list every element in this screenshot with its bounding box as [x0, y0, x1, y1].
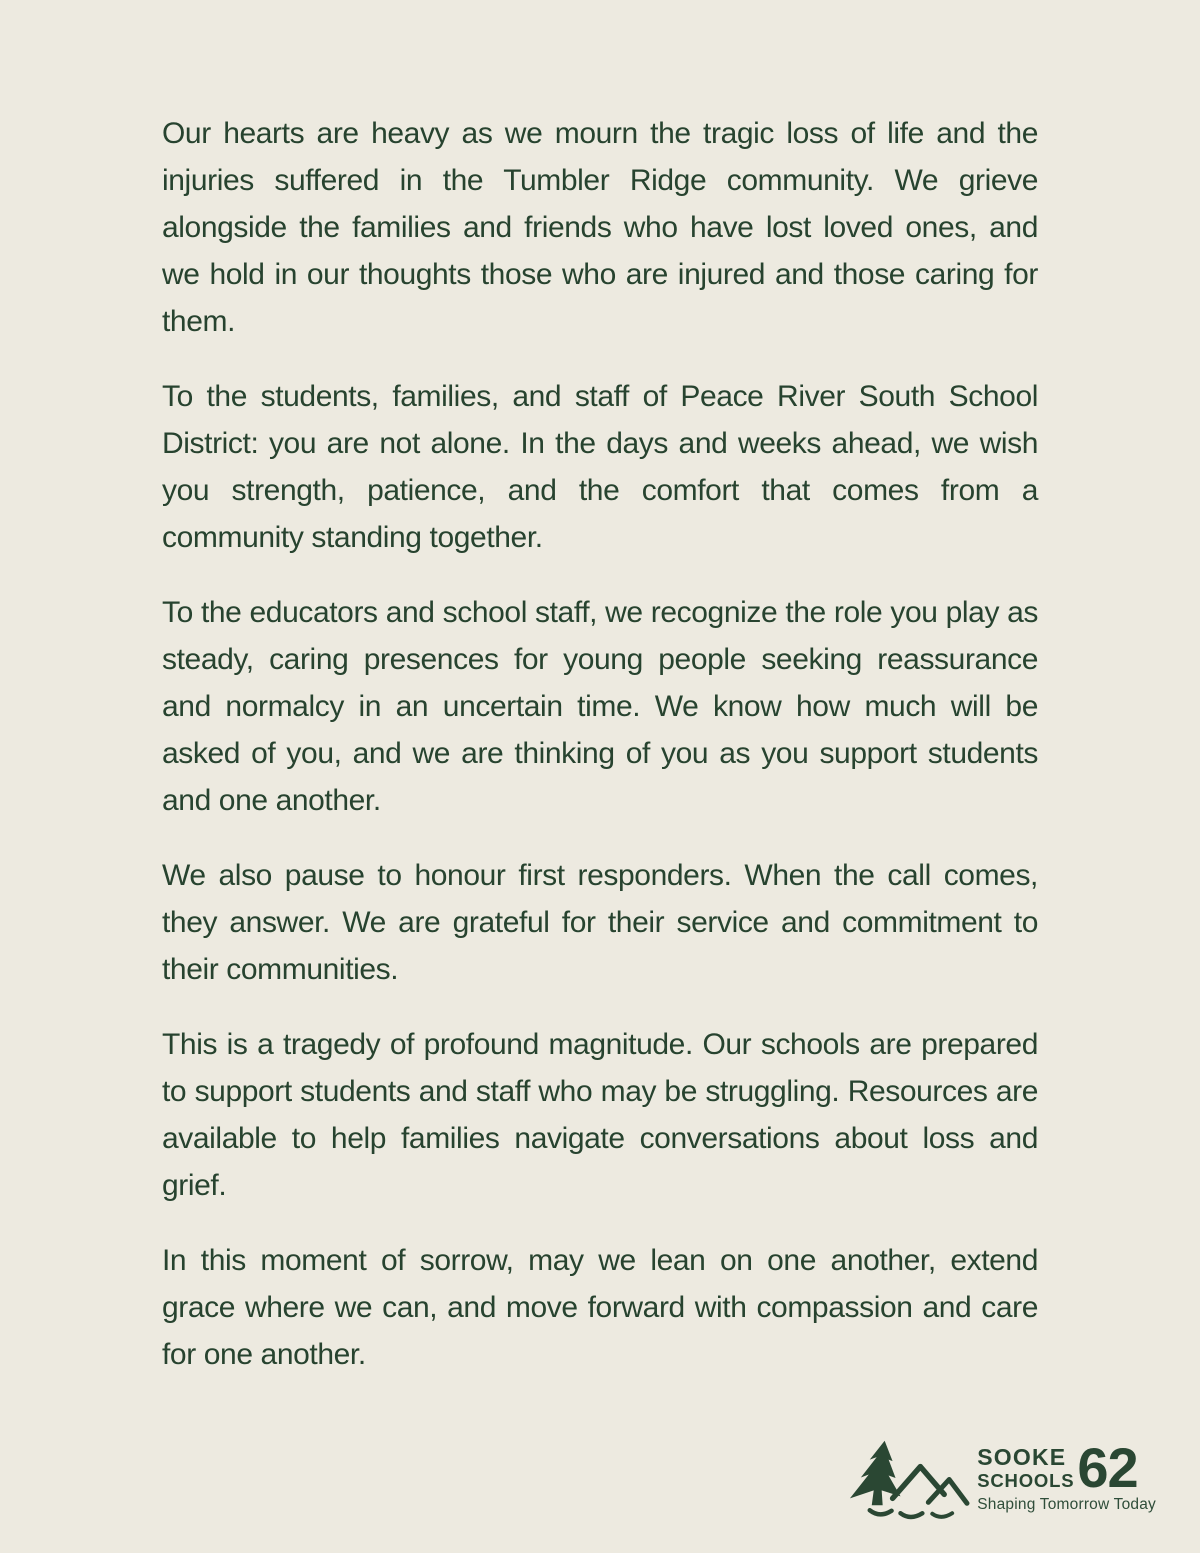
- statement-body: [162, 110, 1038, 1406]
- sooke-schools-logo: [837, 1436, 1156, 1524]
- mountains-trees-logo-icon: [837, 1436, 971, 1524]
- logo-name: [977, 1446, 1074, 1491]
- statement-paragraph-1: Our hearts are heavy as we mourn the tragic loss of life and the injuries suffered in the Tumbler Ridge community. We grieve alongside the families and friends who have lost loved ones, and we hold in our thoughts those who are injured and those caring for them.: [162, 117, 1038, 338]
- logo-district-number: 62: [1077, 1436, 1138, 1499]
- logo-name-line1: SOOKE: [977, 1444, 1067, 1470]
- statement-paragraph-5: This is a tragedy of profound magnitude. Our schools are prepared to support students and staff who may be struggling. Resources are available to help families navigate conversations about loss and grief.: [162, 1028, 1038, 1202]
- statement-paragraph-3: To the educators and school staff, we recognize the role you play as steady, caring presences for young people seeking reassurance and normalcy in an uncertain time. We know how much will be asked of you, and we are thinking of you as you support students and one another.: [162, 596, 1038, 817]
- statement-paragraph-6: In this moment of sorrow, may we lean on one another, extend grace where we can, and move forward with compassion and care for one another.: [162, 1244, 1038, 1371]
- statement-paragraph-2: To the students, families, and staff of Peace River South School District: you are not alone. In the days and weeks ahead, we wish you strength, patience, and the comfort that comes from a community standing together.: [162, 380, 1038, 554]
- logo-name-line2: SCHOOLS: [977, 1470, 1075, 1491]
- logo-name-row: [977, 1436, 1156, 1499]
- statement-paragraph-4: We also pause to honour first responders. When the call comes, they answer. We are grateful for their service and commitment to their communities.: [162, 859, 1038, 986]
- logo-tagline: Shaping Tomorrow Today: [977, 1495, 1156, 1513]
- logo-text-block: [977, 1436, 1156, 1514]
